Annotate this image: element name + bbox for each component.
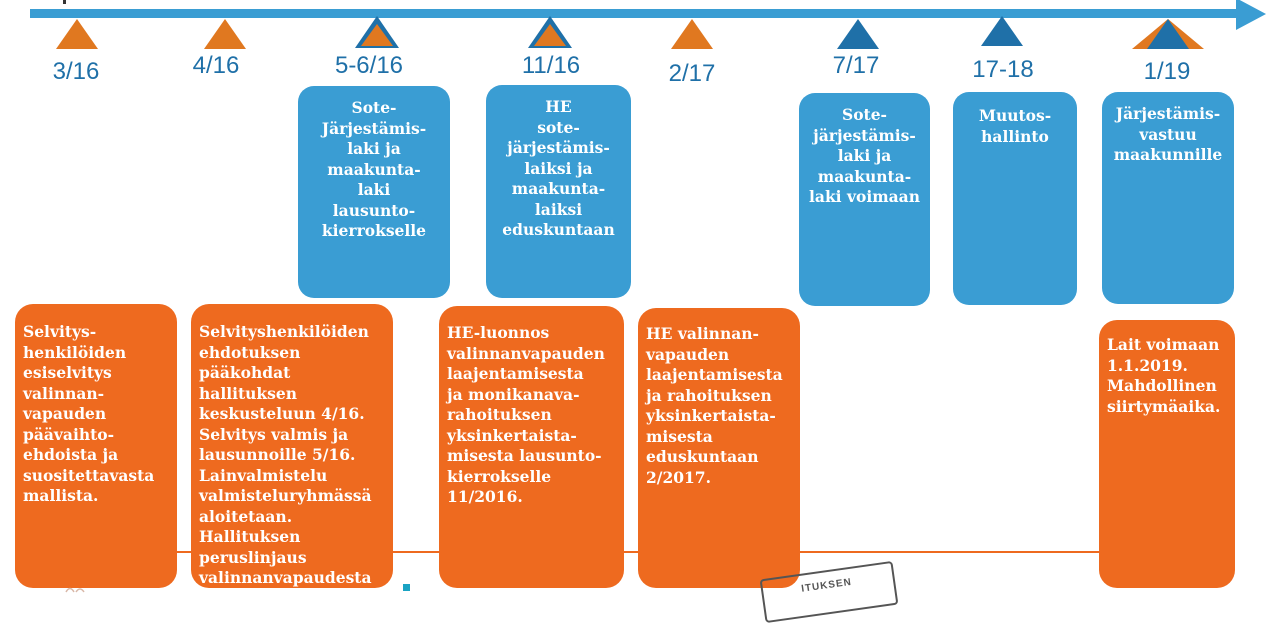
description-box xyxy=(1099,320,1235,588)
milestone-date: 1/19 xyxy=(1143,58,1191,85)
milestone-date: 5-6/16 xyxy=(334,52,404,79)
milestone-marker-inner xyxy=(361,24,393,46)
milestone-box-text: Sote- Järjestämis- laki ja maakunta- laki lausunto- kierrokselle xyxy=(321,98,427,240)
description-box-text: Lait voimaan 1.1.2019. Mahdollinen siirtymäaika. xyxy=(1107,335,1221,416)
milestone-date: 11/16 xyxy=(521,52,581,79)
description-box-text: Selvityshenkilöiden ehdotuksen pääkohdat hallituksen keskusteluun 4/16. Selvitys valmis ja lausunnoille 5/16. Lainvalmistelu valmisteluryhmässä aloitetaan. Hallituksen peruslinjaus valinnanvapaudesta xyxy=(199,322,372,587)
milestone-date: 17-18 xyxy=(972,56,1034,83)
milestone-box xyxy=(298,86,450,298)
milestone-date: 4/16 xyxy=(192,52,240,79)
description-box xyxy=(439,306,624,588)
milestone-box-text: HE sote- järjestämis- laiksi ja maakunta- laiksi eduskuntaan xyxy=(502,97,615,239)
description-box-text: Selvitys- henkilöiden esiselvitys valinnan- vapauden päävaihto- ehdoista ja suositettavasta mallista. xyxy=(23,322,155,505)
milestone-box-text: Muutos- hallinto xyxy=(978,106,1052,146)
timeline-arrow xyxy=(30,9,1242,18)
milestone-date: 3/16 xyxy=(52,58,100,85)
milestone-box-text: Sote- järjestämis- laki ja maakunta- laki voimaan xyxy=(809,105,920,206)
milestone-marker-orange xyxy=(671,19,713,49)
milestone-box xyxy=(486,85,631,298)
milestone-marker-blue xyxy=(837,19,879,49)
description-box xyxy=(191,304,393,588)
decorative-square xyxy=(403,584,410,591)
milestone-box-text: Järjestämis- vastuu maakunnille xyxy=(1113,104,1223,164)
timeline-arrowhead xyxy=(1236,0,1266,30)
description-box-text: HE valinnan- vapauden laajentamisesta ja rahoituksen yksinkertaista- misesta eduskuntaan 2/2017. xyxy=(646,324,783,487)
milestone-marker-blue xyxy=(1147,19,1189,49)
milestone-marker-orange xyxy=(56,19,98,49)
milestone-date: 2/17 xyxy=(668,60,716,87)
milestone-marker-inner xyxy=(534,24,566,46)
milestone-box xyxy=(953,92,1077,305)
description-box-text: HE-luonnos valinnanvapauden laajentamisesta ja monikanava- rahoituksen yksinkertaista- misesta lausunto- kierrokselle 11/2016. xyxy=(447,323,605,506)
milestone-box xyxy=(1102,92,1234,304)
milestone-box xyxy=(799,93,930,306)
description-box xyxy=(15,304,177,588)
milestone-marker-orange xyxy=(204,19,246,49)
logo-fragment-icon xyxy=(64,583,104,593)
milestone-marker-blue xyxy=(981,16,1023,46)
milestone-date: 7/17 xyxy=(832,52,880,79)
stamp-text: ITUKSEN xyxy=(800,576,853,595)
description-box xyxy=(638,308,800,588)
timeline-stub xyxy=(63,0,66,4)
